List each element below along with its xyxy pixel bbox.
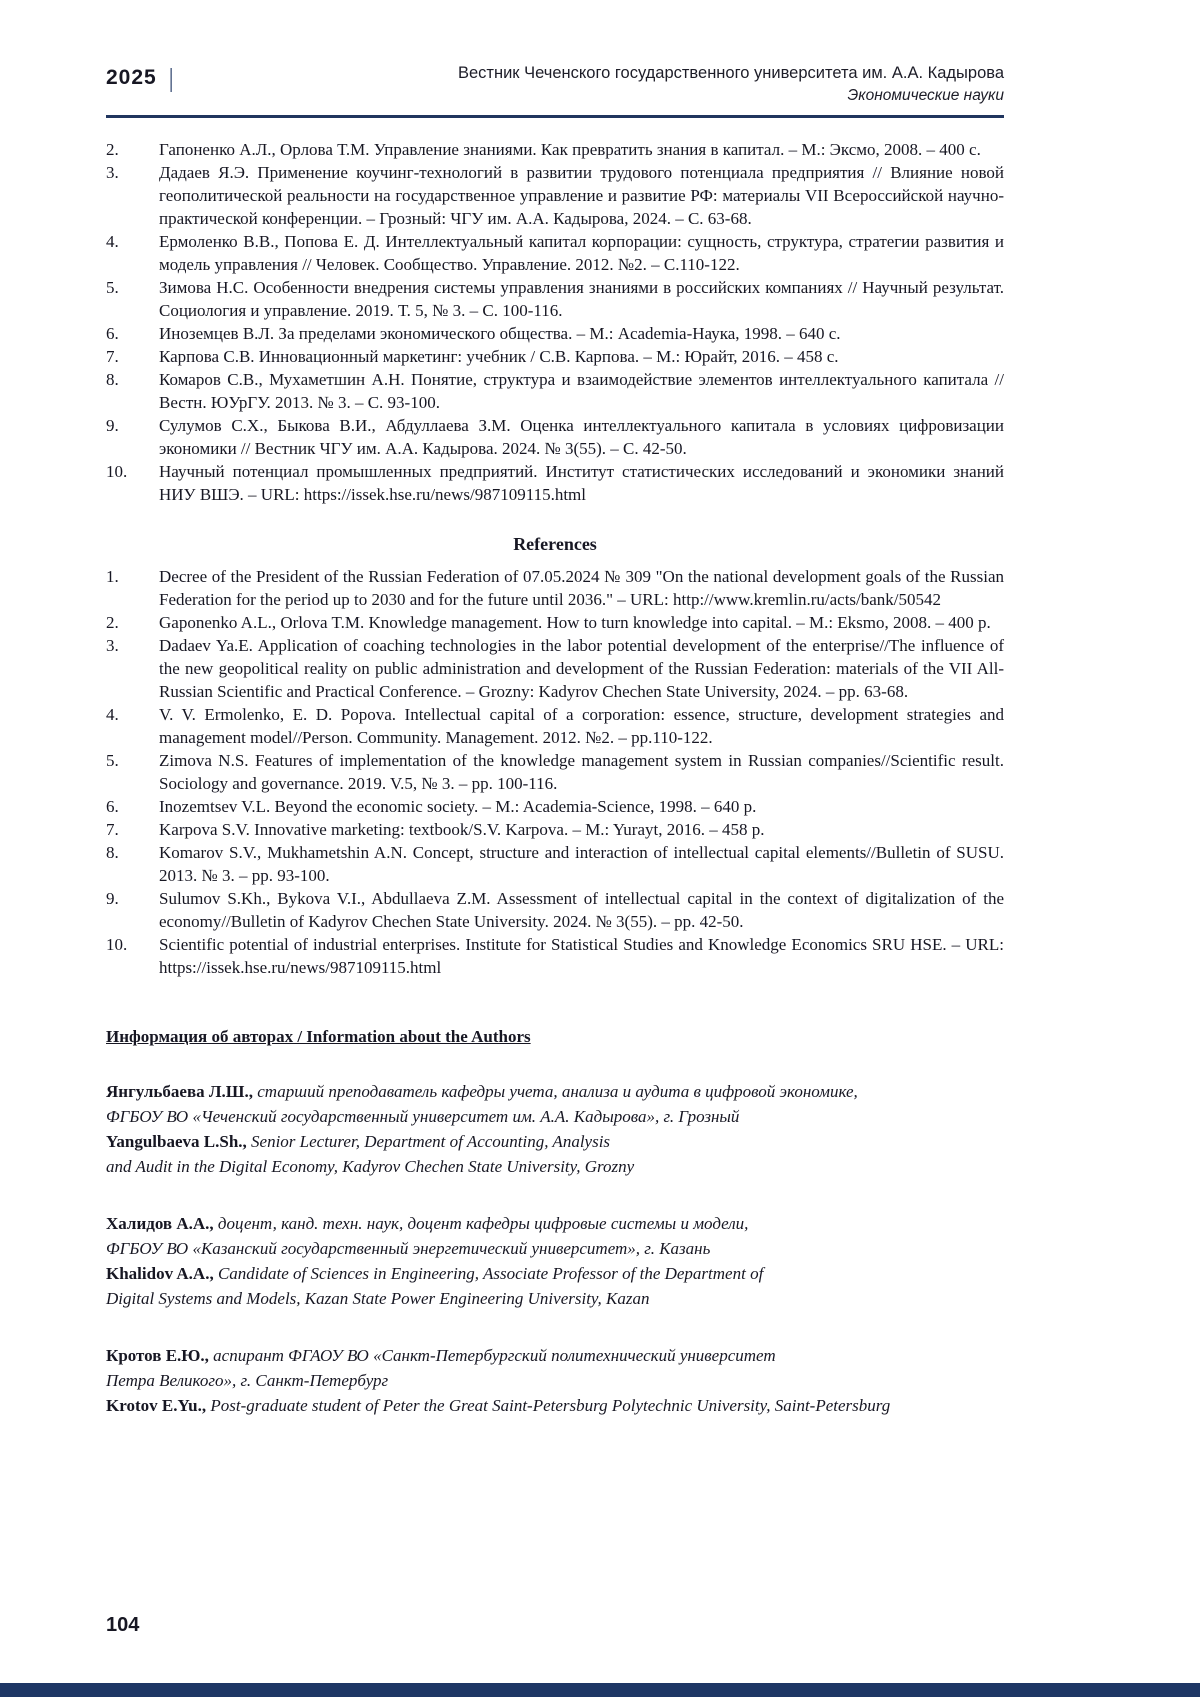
author-role: Candidate of Sciences in Engineering, Associate Professor of the Department of bbox=[213, 1264, 764, 1283]
author-name: Yangulbaeva L.Sh., bbox=[106, 1132, 247, 1151]
reference-text: Комаров С.В., Мухаметшин А.Н. Понятие, структура и взаимодействие элементов интеллектуального капитала // Вестн. ЮУрГУ. 2013. № 3. – С. 93-100. bbox=[159, 370, 1004, 412]
reference-number: 4. bbox=[106, 232, 119, 251]
author-block bbox=[106, 1079, 1004, 1179]
author-name: Krotov E.Yu., bbox=[106, 1396, 207, 1415]
reference-text: Sulumov S.Kh., Bykova V.I., Abdullaeva Z.M. Assessment of intellectual capital in the context of digitalization of the economy//Bulletin of Kadyrov Chechen State University. 2024. № 3(55). – pp. 42-50. bbox=[159, 889, 1004, 931]
reference-number: 6. bbox=[106, 797, 119, 816]
reference-number: 6. bbox=[106, 324, 119, 343]
reference-number: 7. bbox=[106, 820, 119, 839]
reference-number: 8. bbox=[106, 370, 119, 389]
reference-text: Иноземцев В.Л. За пределами экономического общества. – М.: Academia-Наука, 1998. – 640 с. bbox=[159, 324, 841, 343]
reference-text: Карпова С.В. Инновационный маркетинг: учебник / С.В. Карпова. – М.: Юрайт, 2016. – 458 с. bbox=[159, 347, 839, 366]
reference-text: Scientific potential of industrial enterprises. Institute for Statistical Studies and Knowledge Economics SRU HSE. – URL: https://issek.hse.ru/news/987109115.html bbox=[159, 935, 1004, 977]
reference-item bbox=[106, 414, 1004, 460]
reference-text: Komarov S.V., Mukhametshin A.N. Concept, structure and interaction of intellectual capital elements//Bulletin of SUSU. 2013. № 3. – pp. 93-100. bbox=[159, 843, 1004, 885]
author-block bbox=[106, 1211, 1004, 1311]
english-references-list bbox=[106, 565, 1004, 979]
page-header bbox=[106, 64, 1004, 118]
journal-title-block bbox=[458, 64, 1004, 105]
reference-text: Dadaev Ya.E. Application of coaching technologies in the labor potential development of the enterprise//The influence of the new geopolitical reality on public administration and development of the Russian Federation: materials of the VII All-Russian Scientific and Practical Conference. – Grozny: Kadyrov Chechen State University, 2024. – pp. 63-68. bbox=[159, 636, 1004, 701]
reference-number: 4. bbox=[106, 705, 119, 724]
author-line bbox=[106, 1393, 1004, 1418]
year-block bbox=[106, 62, 174, 105]
reference-item bbox=[106, 565, 1004, 611]
reference-text: Сулумов С.Х., Быкова В.И., Абдуллаева З.М. Оценка интеллектуального капитала в условиях цифровизации экономики // Вестник ЧГУ им. А.А. Кадырова. 2024. № 3(55). – С. 42-50. bbox=[159, 416, 1004, 458]
journal-section: Экономические науки bbox=[847, 87, 1004, 104]
reference-text: Ермоленко В.В., Попова Е. Д. Интеллектуальный капитал корпорации: сущность, структура, стратегии развития и модель управления // Человек. Сообщество. Управление. 2012. №2. – С.110-122. bbox=[159, 232, 1004, 274]
author-line bbox=[106, 1211, 1004, 1236]
reference-text: Gaponenko A.L., Orlova T.M. Knowledge management. How to turn knowledge into capital. – М.: Eksmo, 2008. – 400 p. bbox=[159, 613, 991, 632]
header-separator: | bbox=[168, 62, 174, 93]
reference-number: 5. bbox=[106, 278, 119, 297]
reference-item bbox=[106, 611, 1004, 634]
author-name: Янгульбаева Л.Ш., bbox=[106, 1082, 253, 1101]
author-line bbox=[106, 1236, 1004, 1261]
reference-number: 2. bbox=[106, 613, 119, 632]
reference-text: Inozemtsev V.L. Beyond the economic society. – M.: Academia-Science, 1998. – 640 p. bbox=[159, 797, 757, 816]
author-role: ФГБОУ ВО «Чеченский государственный университет им. А.А. Кадырова», г. Грозный bbox=[106, 1107, 740, 1126]
page-number: 104 bbox=[106, 1614, 140, 1636]
author-name: Khalidov A.A., bbox=[106, 1264, 214, 1283]
reference-text: Karpova S.V. Innovative marketing: textbook/S.V. Karpova. – M.: Yurayt, 2016. – 458 p. bbox=[159, 820, 765, 839]
author-role: Петра Великого», г. Санкт-Петербург bbox=[106, 1371, 389, 1390]
journal-title: Вестник Чеченского государственного университета им. А.А. Кадырова bbox=[457, 64, 1004, 82]
author-line bbox=[106, 1343, 1004, 1368]
reference-item bbox=[106, 841, 1004, 887]
reference-item bbox=[106, 276, 1004, 322]
author-role: and Audit in the Digital Economy, Kadyrov Chechen State University, Grozny bbox=[106, 1157, 635, 1176]
author-line bbox=[106, 1154, 1004, 1179]
author-line bbox=[106, 1286, 1004, 1311]
author-line bbox=[106, 1079, 1004, 1104]
reference-item bbox=[106, 933, 1004, 979]
reference-item bbox=[106, 749, 1004, 795]
author-line bbox=[106, 1261, 1004, 1286]
reference-number: 9. bbox=[106, 416, 119, 435]
references-heading: References bbox=[513, 534, 597, 554]
reference-number: 3. bbox=[106, 163, 119, 182]
reference-item bbox=[106, 818, 1004, 841]
author-block bbox=[106, 1343, 1004, 1418]
reference-number: 10. bbox=[106, 462, 128, 481]
reference-text: Научный потенциал промышленных предприятий. Институт статистических исследований и экономики знаний НИУ ВШЭ. – URL: https://issek.hse.ru/news/987109115.html bbox=[159, 462, 1004, 504]
reference-text: Гапоненко А.Л., Орлова Т.М. Управление знаниями. Как превратить знания в капитал. – М.: Эксмо, 2008. – 400 с. bbox=[159, 140, 981, 159]
reference-text: Дадаев Я.Э. Применение коучинг-технологий в развитии трудового потенциала предприятия // Влияние новой геополитической реальности на государственное управление и развитие РФ: материалы VII Всероссийской научно-практической конференции. – Грозный: ЧГУ им. А.А. Кадырова, 2024. – С. 63-68. bbox=[159, 163, 1004, 228]
reference-item bbox=[106, 703, 1004, 749]
author-line bbox=[106, 1104, 1004, 1129]
reference-item bbox=[106, 634, 1004, 703]
reference-number: 8. bbox=[106, 843, 119, 862]
reference-item bbox=[106, 322, 1004, 345]
footer-bar bbox=[0, 1683, 1200, 1697]
reference-item bbox=[106, 230, 1004, 276]
reference-number: 2. bbox=[106, 140, 119, 159]
reference-number: 9. bbox=[106, 889, 119, 908]
author-name: Кротов Е.Ю., bbox=[106, 1346, 209, 1365]
author-role: ФГБОУ ВО «Казанский государственный энергетический университет», г. Казань bbox=[106, 1239, 711, 1258]
reference-item bbox=[106, 161, 1004, 230]
reference-item bbox=[106, 460, 1004, 506]
author-role: доцент, канд. техн. наук, доцент кафедры цифровые системы и модели, bbox=[213, 1214, 749, 1233]
reference-item bbox=[106, 368, 1004, 414]
author-name: Халидов А.А., bbox=[106, 1214, 214, 1233]
reference-number: 3. bbox=[106, 636, 119, 655]
reference-number: 1. bbox=[106, 567, 119, 586]
reference-text: Zimova N.S. Features of implementation of the knowledge management system in Russian companies//Scientific result. Sociology and governance. 2019. V.5, № 3. – pp. 100-116. bbox=[159, 751, 1004, 793]
reference-text: Decree of the President of the Russian Federation of 07.05.2024 № 309 "On the national development goals of the Russian Federation for the period up to 2030 and for the future until 2036." – URL: http://www.kremlin.ru/acts/bank/50542 bbox=[159, 567, 1004, 609]
author-role: Post-graduate student of Peter the Great Saint-Petersburg Polytechnic University, Saint-Petersburg bbox=[206, 1396, 891, 1415]
reference-item bbox=[106, 887, 1004, 933]
russian-references-list bbox=[106, 138, 1004, 506]
reference-number: 5. bbox=[106, 751, 119, 770]
reference-item bbox=[106, 345, 1004, 368]
authors-section-heading: Информация об авторах / Information about the Authors bbox=[106, 1027, 531, 1046]
author-role: Senior Lecturer, Department of Accounting, Analysis bbox=[246, 1132, 611, 1151]
author-role: аспирант ФГАОУ ВО «Санкт-Петербургский политехнический университет bbox=[208, 1346, 776, 1365]
reference-text: Зимова Н.С. Особенности внедрения системы управления знаниями в российских компаниях // Научный результат. Социология и управление. 2019. Т. 5, № 3. – С. 100-116. bbox=[159, 278, 1004, 320]
reference-number: 10. bbox=[106, 935, 128, 954]
author-role: Digital Systems and Models, Kazan State Power Engineering University, Kazan bbox=[106, 1289, 650, 1308]
reference-number: 7. bbox=[106, 347, 119, 366]
author-role: старший преподаватель кафедры учета, анализа и аудита в цифровой экономике, bbox=[252, 1082, 858, 1101]
author-line bbox=[106, 1129, 1004, 1154]
reference-item bbox=[106, 795, 1004, 818]
year-label: 2025 bbox=[106, 66, 157, 89]
reference-text: V. V. Ermolenko, E. D. Popova. Intellectual capital of a corporation: essence, structure, development strategies and management model//Person. Community. Management. 2012. №2. – pp.110-122. bbox=[159, 705, 1004, 747]
author-line bbox=[106, 1368, 1004, 1393]
reference-item bbox=[106, 138, 1004, 161]
